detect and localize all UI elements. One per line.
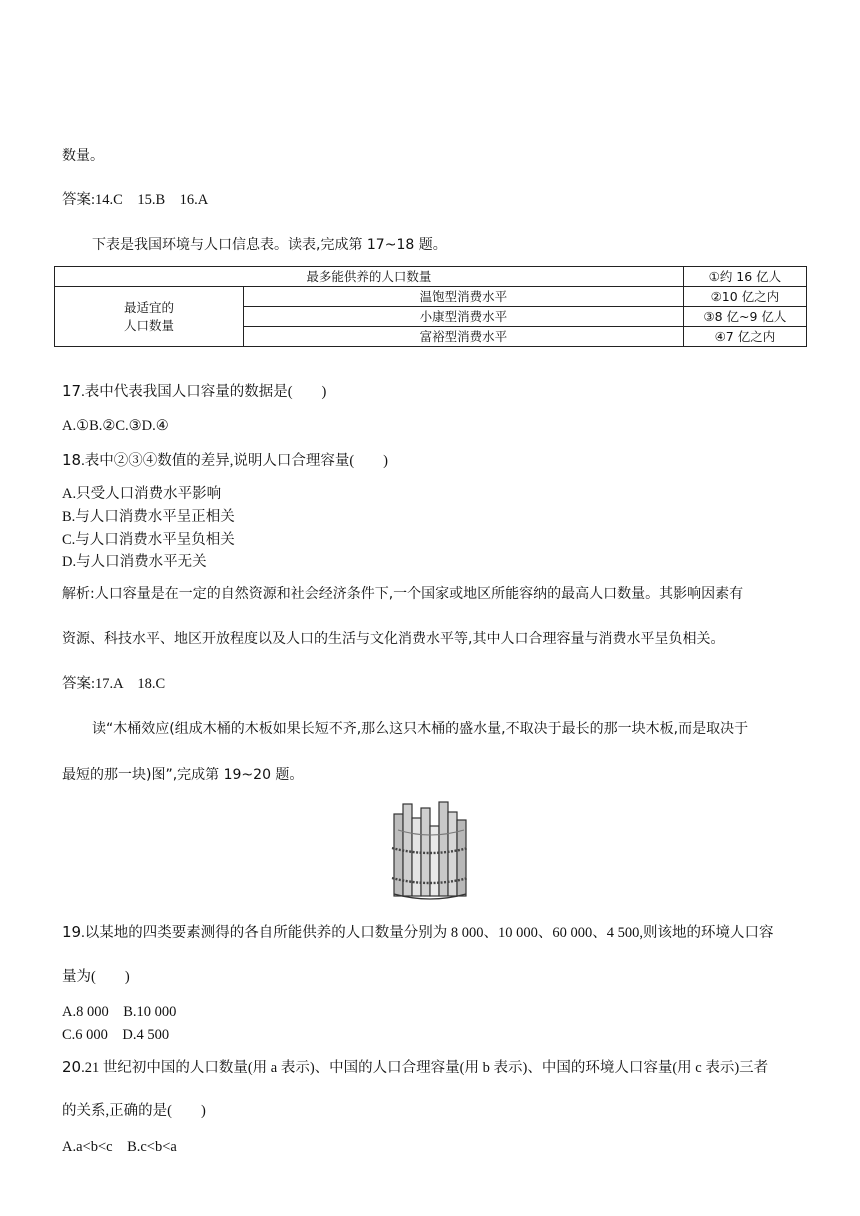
table-header-left: 最多能供养的人口数量 [55, 267, 684, 287]
question-18 [62, 450, 388, 471]
question-stem: .表中②③④数值的差异,说明人口合理容量( ) [81, 453, 388, 469]
question-stem: .以某地的四类要素测得的各自所能供养的人口数量分别为 8 000、10 000、60 000、4 500,则该地的环境人口容 [81, 925, 774, 941]
question-19-options-cd: C.6 000 D.4 500 [62, 1027, 170, 1043]
question-number: 18 [62, 451, 82, 469]
answer-17-18: 答案:17.A 18.C [62, 676, 166, 692]
row-group-label-line2: 人口数量 [123, 317, 174, 333]
bucket-intro-line-2: 最短的那一块)图”,完成第 19~20 题。 [62, 767, 304, 783]
population-value-cell: ③8 亿~9 亿人 [683, 307, 806, 327]
consumption-level-cell: 温饱型消费水平 [244, 287, 684, 307]
question-17 [62, 381, 326, 402]
population-value-cell: ④7 亿之内 [683, 327, 806, 347]
analysis-line-1: 解析:人口容量是在一定的自然资源和社会经济条件下,一个国家或地区所能容纳的最高人口数量。其影响因素有 [62, 586, 744, 602]
analysis-line-2: 资源、科技水平、地区开放程度以及人口的生活与文化消费水平等,其中人口合理容量与消费水平呈负相关。 [62, 631, 725, 647]
table-intro: 下表是我国环境与人口信息表。读表,完成第 17~18 题。 [92, 237, 447, 253]
question-20 [62, 1057, 768, 1078]
question-19 [62, 922, 773, 943]
previous-text-tail: 数量。 [62, 148, 104, 164]
table-row [55, 267, 807, 287]
bucket-intro-line-1: 读“木桶效应(组成木桶的木板如果长短不齐,那么这只木桶的盛水量,不取决于最长的那一块木板,而是取决于 [92, 721, 749, 737]
row-group-label [55, 287, 244, 347]
question-stem: .表中代表我国人口容量的数据是( ) [81, 384, 327, 400]
question-number: 19 [62, 923, 82, 941]
question-stem: .21 世纪初中国的人口数量(用 a 表示)、中国的人口合理容量(用 b 表示)、中国的环境人口容量(用 c 表示)三者 [81, 1060, 769, 1076]
table-header-right: ①约 16 亿人 [683, 267, 806, 287]
population-info-table [54, 266, 807, 347]
question-20-options: A.a<b<c B.c<b<a [62, 1139, 177, 1155]
question-17-options: A.①B.②C.③D.④ [62, 418, 169, 434]
option-c: C.与人口消费水平呈负相关 [62, 532, 235, 548]
wooden-bucket-illustration [384, 800, 476, 904]
question-number: 17 [62, 382, 82, 400]
population-value-cell: ②10 亿之内 [683, 287, 806, 307]
option-a: A.只受人口消费水平影响 [62, 486, 222, 502]
question-19-stem-cont: 量为( ) [62, 969, 130, 985]
option-b: B.与人口消费水平呈正相关 [62, 509, 235, 525]
table-row [55, 287, 807, 307]
option-d: D.与人口消费水平无关 [62, 554, 207, 570]
consumption-level-cell: 小康型消费水平 [244, 307, 684, 327]
answer-14-16: 答案:14.C 15.B 16.A [62, 192, 209, 208]
question-number: 20 [62, 1058, 82, 1076]
question-19-options-ab: A.8 000 B.10 000 [62, 1004, 177, 1020]
consumption-level-cell: 富裕型消费水平 [244, 327, 684, 347]
row-group-label-line1: 最适宜的 [123, 299, 174, 315]
question-20-stem-cont: 的关系,正确的是( ) [62, 1103, 206, 1119]
